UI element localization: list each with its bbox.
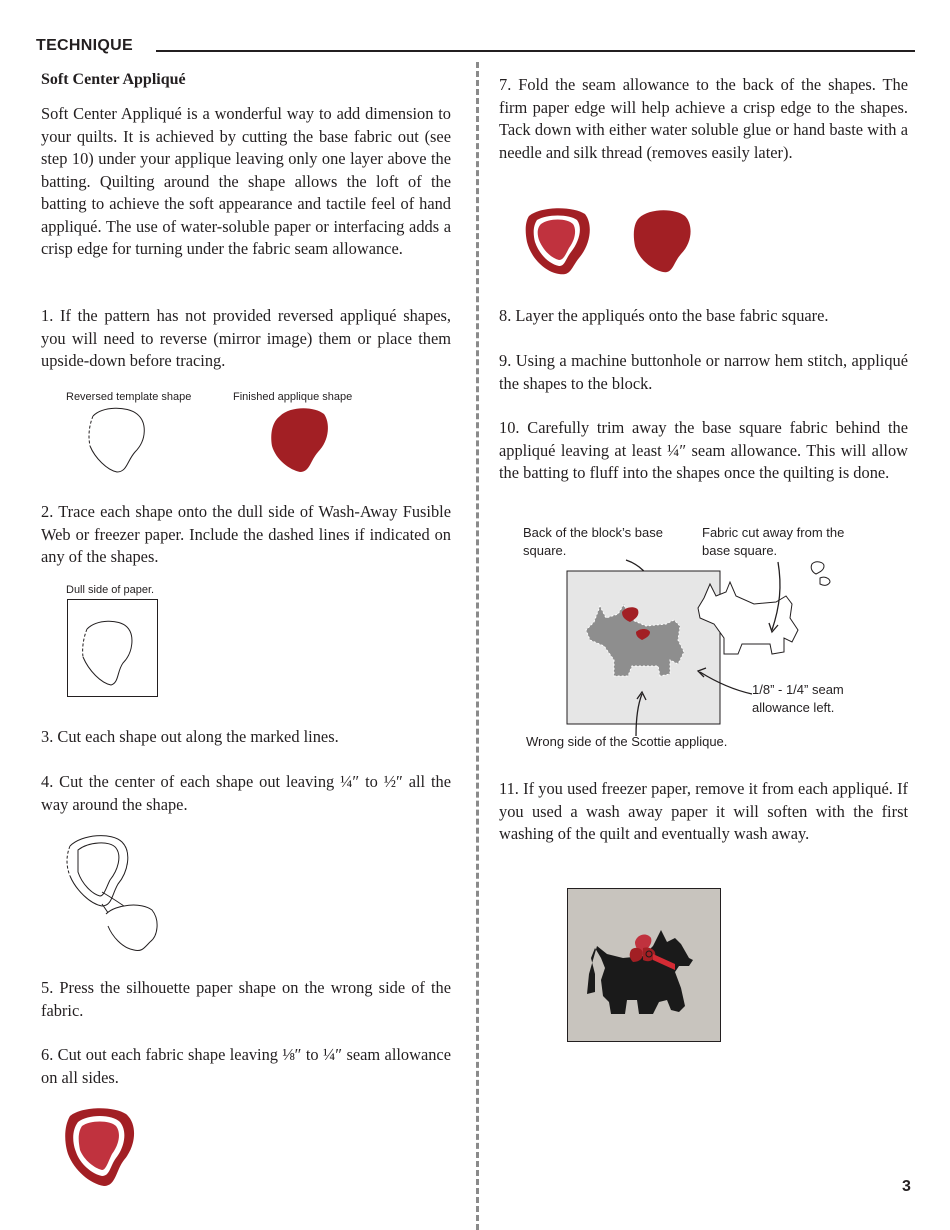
step-10: 10. Carefully trim away the base square fabric behind the appliqué leaving at least ¼″ seam allowance. This will allow the batting to fluff into the shapes once the quilting is done. <box>499 418 908 482</box>
cut-center-illustration <box>62 832 160 952</box>
page-number: 3 <box>902 1178 911 1195</box>
step-5: 5. Press the silhouette paper shape on the wrong side of the fabric. <box>41 978 451 1020</box>
wrong-side-arrow <box>630 690 650 738</box>
step-6: 6. Cut out each fabric shape leaving ⅛″ to ¼″ seam allowance on all sides. <box>41 1045 451 1087</box>
caption-seam-allowance: 1/8” - 1/4” seam allowance left. <box>752 682 844 715</box>
caption-reversed-template: Reversed template shape <box>66 391 192 403</box>
step-11: 11. If you used freezer paper, remove it from each appliqué. If you used a wash away paper it will soften with the first washing of the quilt and eventually wash away. <box>499 779 908 843</box>
caption-fabric-cut-away: Fabric cut away from the base square. <box>702 525 845 558</box>
intro-paragraph: Soft Center Appliqué is a wonderful way to add dimension to your quilts. It is achieved by cutting the base fabric out (see step 10) under your applique leaving only one layer above the batting. Quilting around the shape allows the loft of the batting to achieve the soft appearance and tactile feel of hand appliqué. The use of water-soluble paper or interfacing adds a crisp edge for turning under the fabric seam allowance. <box>41 104 451 258</box>
caption-back-of-block: Back of the block’s base square. <box>523 525 663 558</box>
block-back-illustration <box>566 556 866 728</box>
section-heading: Soft Center Appliqué <box>41 71 186 88</box>
fabric-shape-with-seam-illustration <box>62 1106 138 1188</box>
step-7: 7. Fold the seam allowance to the back of the shapes. The firm paper edge will help achieve a crisp edge to the shapes. Tack down with either water soluble glue or hand baste with a needle and silk thread (removes easily later). <box>499 75 908 162</box>
column-divider <box>476 62 479 1230</box>
folded-applique-back-illustration <box>523 206 593 276</box>
finished-applique-front-illustration <box>631 208 693 274</box>
dull-side-paper-illustration <box>67 599 158 698</box>
caption-dull-side: Dull side of paper. <box>66 584 155 596</box>
step-2: 2. Trace each shape onto the dull side of Wash-Away Fusible Web or freezer paper. Include the dashed lines if indicated on any of the shapes. <box>41 502 451 566</box>
step-3: 3. Cut each shape out along the marked lines. <box>41 727 339 746</box>
finished-block-illustration <box>567 888 721 1042</box>
finished-applique-shape-illustration <box>270 406 330 474</box>
header-rule <box>156 50 915 52</box>
caption-finished-applique: Finished applique shape <box>233 391 353 403</box>
step-4: 4. Cut the center of each shape out leaving ¼″ to ½″ all the way around the shape. <box>41 772 451 814</box>
step-9: 9. Using a machine buttonhole or narrow hem stitch, appliqué the shapes to the block. <box>499 351 908 393</box>
reversed-template-shape-illustration <box>85 406 147 474</box>
step-8: 8. Layer the appliqués onto the base fabric square. <box>499 306 829 325</box>
section-header: TECHNIQUE <box>36 37 133 54</box>
caption-wrong-side: Wrong side of the Scottie applique. <box>526 734 728 749</box>
step-1: 1. If the pattern has not provided reversed appliqué shapes, you will need to reverse (mirror image) them or place them upside-down before tracing. <box>41 306 451 370</box>
